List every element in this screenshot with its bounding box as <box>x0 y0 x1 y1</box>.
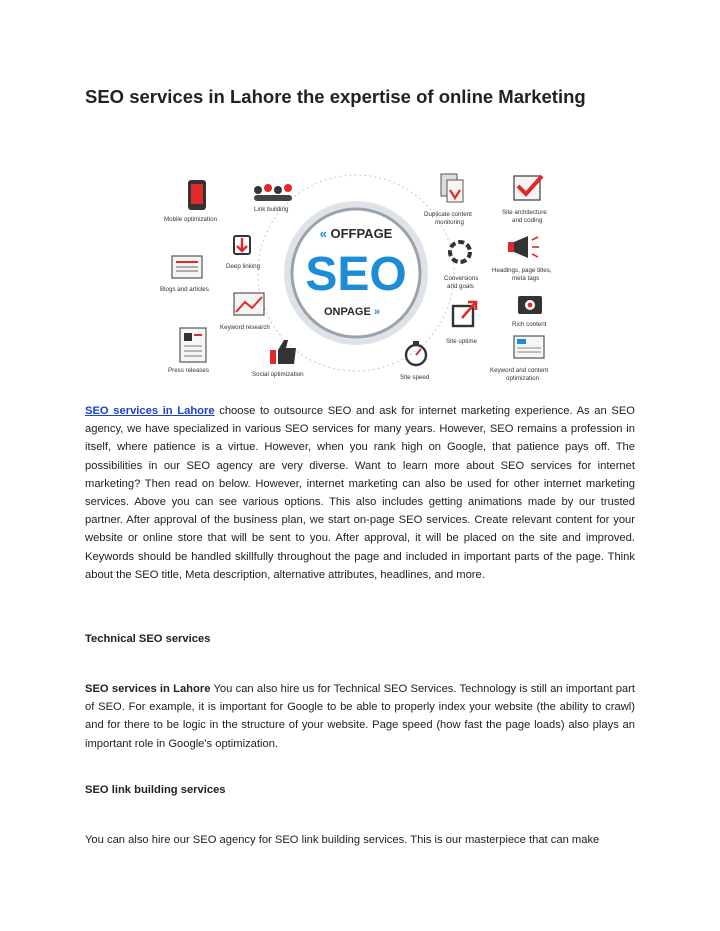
duplicate-content-icon <box>441 174 463 202</box>
conversions-icon <box>450 242 470 262</box>
megaphone-icon <box>508 236 539 258</box>
keyword-research-label: Keyword research <box>220 324 270 331</box>
press-releases-label: Press releases <box>168 367 209 374</box>
headings-label-2: meta tags <box>512 275 540 282</box>
thumbs-up-icon <box>270 340 296 364</box>
technical-text: You can also hire us for Technical SEO Services. Technology is still an important part of SEO. For example, it is important for Google to be able to properly index your website (the ability to crawl) and for there to be logic in the structure of your website. Page speed (how fast the page loads) also plays an important role in Google's optimization. <box>85 683 635 750</box>
intro-paragraph <box>85 402 635 584</box>
duplicate-label-1: Duplicate content <box>424 211 472 218</box>
press-releases-icon <box>180 328 206 362</box>
seo-lahore-link[interactable]: SEO services in Lahore <box>85 405 215 417</box>
uptime-icon <box>453 302 476 326</box>
svg-text:ONPAGE »: ONPAGE » <box>323 306 381 318</box>
architecture-label-2: and coding <box>512 217 543 224</box>
keyword-content-label-2: optimization <box>506 375 540 382</box>
headings-label-1: Headings, page titles, <box>492 267 552 274</box>
deep-linking-icon <box>234 236 250 254</box>
link-building-icon <box>254 184 292 201</box>
seo-main-label: SEO <box>305 248 407 301</box>
document-icon <box>514 336 544 358</box>
mobile-label: Mobile optimization <box>164 216 217 223</box>
seo-badge <box>284 201 428 345</box>
uptime-label: Site uptime <box>446 338 477 345</box>
architecture-label-1: Site architecture <box>502 209 547 216</box>
technical-heading: Technical SEO services <box>85 633 211 645</box>
link-building-paragraph: You can also hire our SEO agency for SEO link building services. This is our masterpiece that can make <box>85 834 600 846</box>
svg-text:« OFFPAGE: « OFFPAGE <box>319 226 393 241</box>
rich-content-icon <box>518 296 542 314</box>
keyword-research-icon <box>234 293 264 315</box>
site-speed-label: Site speed <box>400 374 430 381</box>
offpage-label: OFFPAGE <box>330 226 393 241</box>
onpage-label: ONPAGE <box>323 306 371 318</box>
social-label: Social optimization <box>252 371 304 378</box>
blogs-icon <box>172 256 202 278</box>
link-building-label: Link building <box>254 206 289 213</box>
checkmark-icon <box>514 176 542 200</box>
mobile-icon <box>188 180 206 210</box>
technical-lead: SEO services in Lahore <box>85 683 211 695</box>
duplicate-label-2: monitoring <box>435 219 464 226</box>
conversions-label-1: Conversions <box>444 275 479 282</box>
intro-text: choose to outsource SEO and ask for internet marketing experience. As an SEO agency, we have specialized in various SEO services for many years. However, SEO remains a profession in itself, where patience is a virtue. However, when you rank high on Google, that patience pays off. The possibilities in our SEO agency are very diverse. Want to learn more about SEO services for internet marketing? Then read on below. However, internet marketing can also be used for other internet marketing services. Above you can see various options. This also includes getting animations made by our trusted partner. After approval of the business plan, we start on-page SEO services. Create relevant content for your website or online store that will be sent to you. After approval, it will be placed on the site and improved. Keywords should be handled skillfully throughout the page and included in important parts of the page. Think about the SEO title, Meta description, alternative attributes, headlines, and more. <box>85 405 635 581</box>
link-building-heading: SEO link building services <box>85 784 226 796</box>
blogs-label: Blogs and articles <box>160 286 209 293</box>
rich-content-label: Rich content <box>512 321 547 328</box>
deep-linking-label: Deep linking <box>226 263 261 270</box>
page-title: SEO services in Lahore the expertise of online Marketing <box>85 86 586 107</box>
conversions-label-2: and goals <box>447 283 474 290</box>
seo-infographic <box>150 160 570 388</box>
keyword-content-label-1: Keyword and content <box>490 367 549 374</box>
technical-paragraph <box>85 680 635 753</box>
